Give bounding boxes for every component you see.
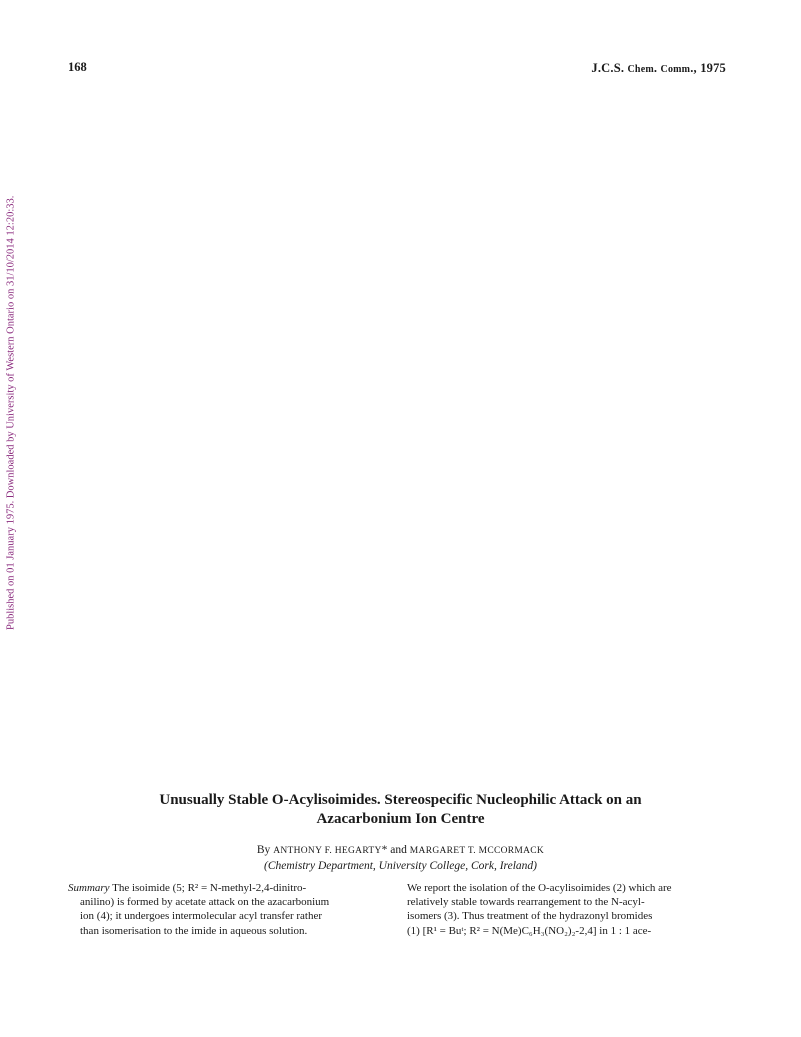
journal-separator: . — [653, 61, 661, 75]
summary-text: The isoimide (5; R² = N-methyl-2,4-dinitro- — [109, 882, 307, 894]
body-line: relatively stable towards rearrangement to the N-acyl- — [407, 896, 645, 909]
journal-name-part: Comm — [660, 64, 691, 75]
author-line — [60, 844, 741, 856]
body-line: (1) [R¹ = Buᵗ; R² = N(Me)C₆H₃(NO₂)₂-2,4] in 1 : 1 ace- — [407, 924, 652, 937]
corresponding-mark: * — [381, 844, 388, 856]
title-line: Azacarbonium Ion Centre — [316, 811, 485, 827]
page-number: 168 — [68, 60, 87, 74]
body-line: isomers (3). Thus treatment of the hydrazonyl bromides — [407, 910, 653, 923]
summary-label: Summary — [68, 882, 110, 894]
author-name: MARGARET T. MCCORMACK — [409, 846, 545, 856]
journal-header — [591, 61, 726, 76]
summary-line — [68, 881, 388, 895]
journal-year: ., 1975 — [690, 61, 726, 75]
summary-line: anilino) is formed by acetate attack on the azacarbonium — [80, 896, 330, 909]
body-paragraph — [407, 881, 727, 938]
and-label: and — [387, 844, 410, 856]
body-line: We report the isolation of the O-acylisoimides (2) which are — [407, 882, 672, 894]
summary-paragraph — [68, 881, 388, 938]
title-line: Unusually Stable O-Acylisoimides. Stereospecific Nucleophilic Attack on an — [159, 792, 642, 808]
journal-name: J.C.S. — [591, 61, 628, 75]
download-watermark: Published on 01 January 1975. Downloaded by University of Western Ontario on 31/10/2014 12:20:33. — [5, 195, 17, 630]
author-name: ANTHONY F. HEGARTY — [273, 846, 382, 856]
by-label: By — [256, 844, 274, 856]
journal-name-part: Chem — [627, 64, 654, 75]
summary-line: than isomerisation to the imide in aqueous solution. — [80, 924, 308, 937]
article-title — [60, 791, 741, 829]
summary-line: ion (4); it undergoes intermolecular acyl transfer rather — [80, 910, 323, 923]
affiliation: (Chemistry Department, University College, Cork, Ireland) — [264, 860, 537, 872]
